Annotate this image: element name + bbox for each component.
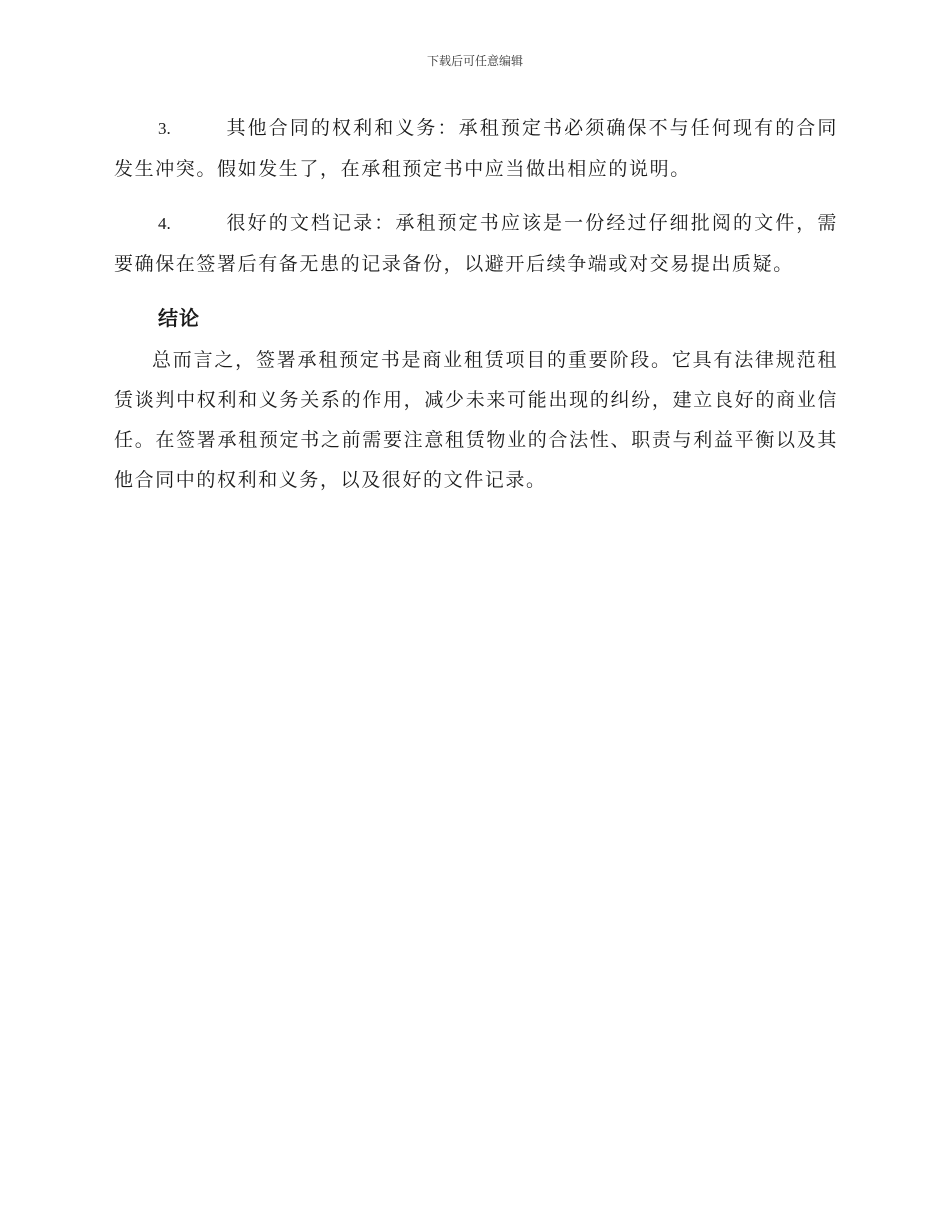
page-header: 下载后可任意编辑 xyxy=(426,54,523,68)
list-item-3 xyxy=(114,108,838,189)
list-item-number: 3. xyxy=(158,119,171,138)
list-item-text: 其他合同的权利和义务：承租预定书必须确保不与任何现有的合同发生冲突。假如发生了，在承租预定书中应当做出相应的说明。 xyxy=(114,117,838,180)
document-body xyxy=(114,108,838,500)
conclusion-paragraph: 总而言之，签署承租预定书是商业租赁项目的重要阶段。它具有法律规范租赁谈判中权利和义务关系的作用，减少未来可能出现的纠纷，建立良好的商业信任。在签署承租预定书之前需要注意租赁物业的合法性、职责与利益平衡以及其他合同中的权利和义务，以及很好的文件记录。 xyxy=(114,349,838,491)
list-item-4 xyxy=(114,203,838,284)
list-item-number: 4. xyxy=(158,214,171,233)
list-item-text: 很好的文档记录：承租预定书应该是一份经过仔细批阅的文件，需要确保在签署后有备无患的记录备份，以避开后续争端或对交易提出质疑。 xyxy=(114,212,838,275)
conclusion-heading: 结论 xyxy=(158,306,200,330)
